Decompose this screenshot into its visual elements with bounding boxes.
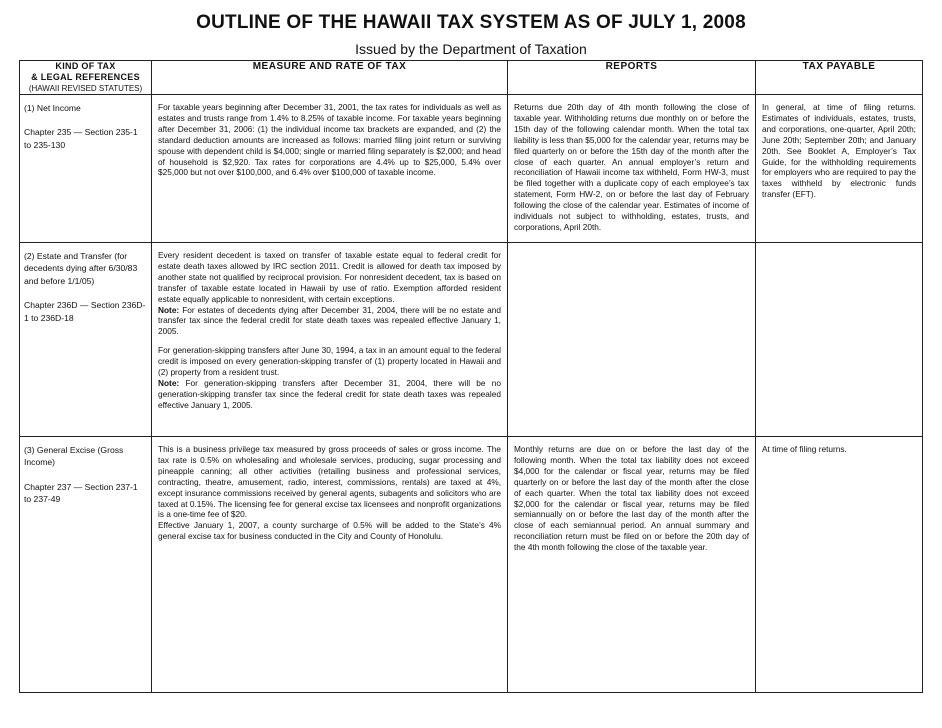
payable-cell xyxy=(756,437,923,693)
note-text: For estates of decedents dying after December 31, 2004, there will be no estate and transfer tax since the federal credit for state death taxes was repealed effective January 1, 2005. xyxy=(158,304,501,337)
table-header-row xyxy=(20,61,923,95)
reports-header: REPORTS xyxy=(508,61,756,95)
measure-note xyxy=(158,378,501,411)
page-title: OUTLINE OF THE HAWAII TAX SYSTEM AS OF JULY 1, 2008 xyxy=(196,12,746,33)
note-text: For generation-skipping transfers after December 31, 2004, there will be no generation-skipping transfer tax since the federal credit for state death taxes was repealed effective January 1, 2005. xyxy=(158,377,501,410)
kind-of-tax: (1) Net Income xyxy=(24,103,81,113)
kind-of-tax: (3) General Excise (Gross Income) xyxy=(24,445,124,468)
note-label: Note: xyxy=(158,377,180,388)
measure-header: MEASURE AND RATE OF TAX xyxy=(152,61,508,95)
kind-cell xyxy=(20,95,152,243)
kind-cell xyxy=(20,243,152,437)
table-row xyxy=(20,95,923,243)
kind-header-line2: & LEGAL REFERENCES xyxy=(31,72,140,82)
reports-cell xyxy=(508,437,756,693)
payable-cell xyxy=(756,243,923,437)
payable-text: At time of filing returns. xyxy=(762,444,847,454)
legal-reference: Chapter 237 — Section 237-1 to 237-49 xyxy=(24,481,138,505)
legal-reference: Chapter 235 — Section 235-1 to 235-130 xyxy=(24,127,138,150)
page-subtitle: Issued by the Department of Taxation xyxy=(355,41,587,57)
kind-header-line1: KIND OF TAX xyxy=(55,61,116,71)
measure-note xyxy=(158,305,501,338)
reports-cell xyxy=(508,243,756,437)
reports-cell xyxy=(508,95,756,243)
measure-text: For taxable years beginning after December 31, 2001, the tax rates for individuals as well as estates and trusts range from 1.4% to 8.25% of taxable income. For taxable years beginning after December 31, 2006: (1) the individual income tax brackets are expanded, and (2) the standard deduction amounts are increased as follows: married filing joint return or surviving spouse with dependent child is $4,000; single or married filing separately is $2,000; and head of household is $2,920. Tax rates for corporations are 4.4% up to $25,000, 5.4% over $25,000 but not over $100,000, and 6.4% over $100,000 of taxable income. xyxy=(158,102,501,178)
measure-paragraph: Every resident decedent is taxed on transfer of taxable estate equal to federal credit for estate death taxes allowed by IRC section 2011. Credit is allowed for death tax imposed by another state not qualified by reciprocal provision. For nonresident decedent, tax is based on transfer of taxable estate located in Hawaii by use of ratio. Exemption afforded resident estate equally applicable to nonresident, with certain exceptions. xyxy=(158,250,501,304)
measure-cell xyxy=(152,95,508,243)
payable-text: In general, at time of filing returns. Estimates of individuals, estates, trusts, and corporations, one-quarter, April 20th; June 20th; September 20th; and January 20th. See Booklet A, Employer’s Tax Guide, for the withholding requirements for employers who are required to pay the taxes withheld by electronic funds transfer (EFT). xyxy=(762,102,916,200)
measure-paragraph: This is a business privilege tax measured by gross proceeds of sales or gross income. The tax rate is 0.5% on wholesaling and wholesale services, producing, sugar processing and pineapple canning; all other activities (retailing business and professional services, contracting, theatre, amusement, radio, interest, commissions, rentals) are taxed at 4%, except insurance commissions received by general agents, subagents and solicitors who are taxed at 0.15%. The licensing fee for general excise tax licensees and nonprofit organizations is a one-time fee of $20. xyxy=(158,444,501,520)
measure-cell xyxy=(152,243,508,437)
kind-of-tax-header xyxy=(20,61,152,95)
tax-payable-header: TAX PAYABLE xyxy=(756,61,923,95)
legal-reference: Chapter 236D — Section 236D-1 to 236D-18 xyxy=(24,300,146,323)
measure-paragraph: For generation-skipping transfers after June 30, 1994, a tax in an amount equal to the federal credit is imposed on every generation-skipping transfer of (1) property located in Hawaii and (2) property from a resident trust. xyxy=(158,345,501,378)
payable-cell xyxy=(756,95,923,243)
reports-text: Monthly returns are due on or before the last day of the following month. When the total tax liability does not exceed $4,000 for the calendar or fiscal year, returns may be filed quarterly on or before the last day of the month after the close of each quarter. When the total tax liability does not exceed $2,000 for the calendar or fiscal year, returns may be filed semiannually on or before the last day of the month after the close of each semiannual period. An annual summary and reconciliation return must be filed on or before the 20th day of the 4th month following the close of the taxable year. xyxy=(514,444,749,553)
note-label: Note: xyxy=(158,304,180,315)
measure-paragraph: Effective January 1, 2007, a county surcharge of 0.5% will be added to the State’s 4% general excise tax for business conducted in the City and County of Honolulu. xyxy=(158,520,501,542)
kind-of-tax: (2) Estate and Transfer (for decedents dying after 6/30/83 and before 1/1/05) xyxy=(24,251,138,286)
kind-header-line3: (HAWAII REVISED STATUTES) xyxy=(28,84,143,93)
measure-cell xyxy=(152,437,508,693)
tax-outline-table xyxy=(19,60,923,693)
reports-text: Returns due 20th day of 4th month following the close of taxable year. Withholding returns due monthly on or before the 15th day of the following calendar month. When the total tax liability is less than $5,000 for the calendar year, returns may be filed quarterly on or before the 15th day of the month after the close of each quarter. An annual employer’s return and reconciliation of Hawaii income tax withheld, Form HW-3, must be filed together with a duplicate copy of each employee’s tax statement, Form HW-2, on or before the last day of February following the close of the calendar year. Estimates of income of individuals not subject to withholding, estates, trusts, and corporations, April 20th. xyxy=(514,102,749,232)
kind-cell xyxy=(20,437,152,693)
table-row xyxy=(20,437,923,693)
table-row xyxy=(20,243,923,437)
